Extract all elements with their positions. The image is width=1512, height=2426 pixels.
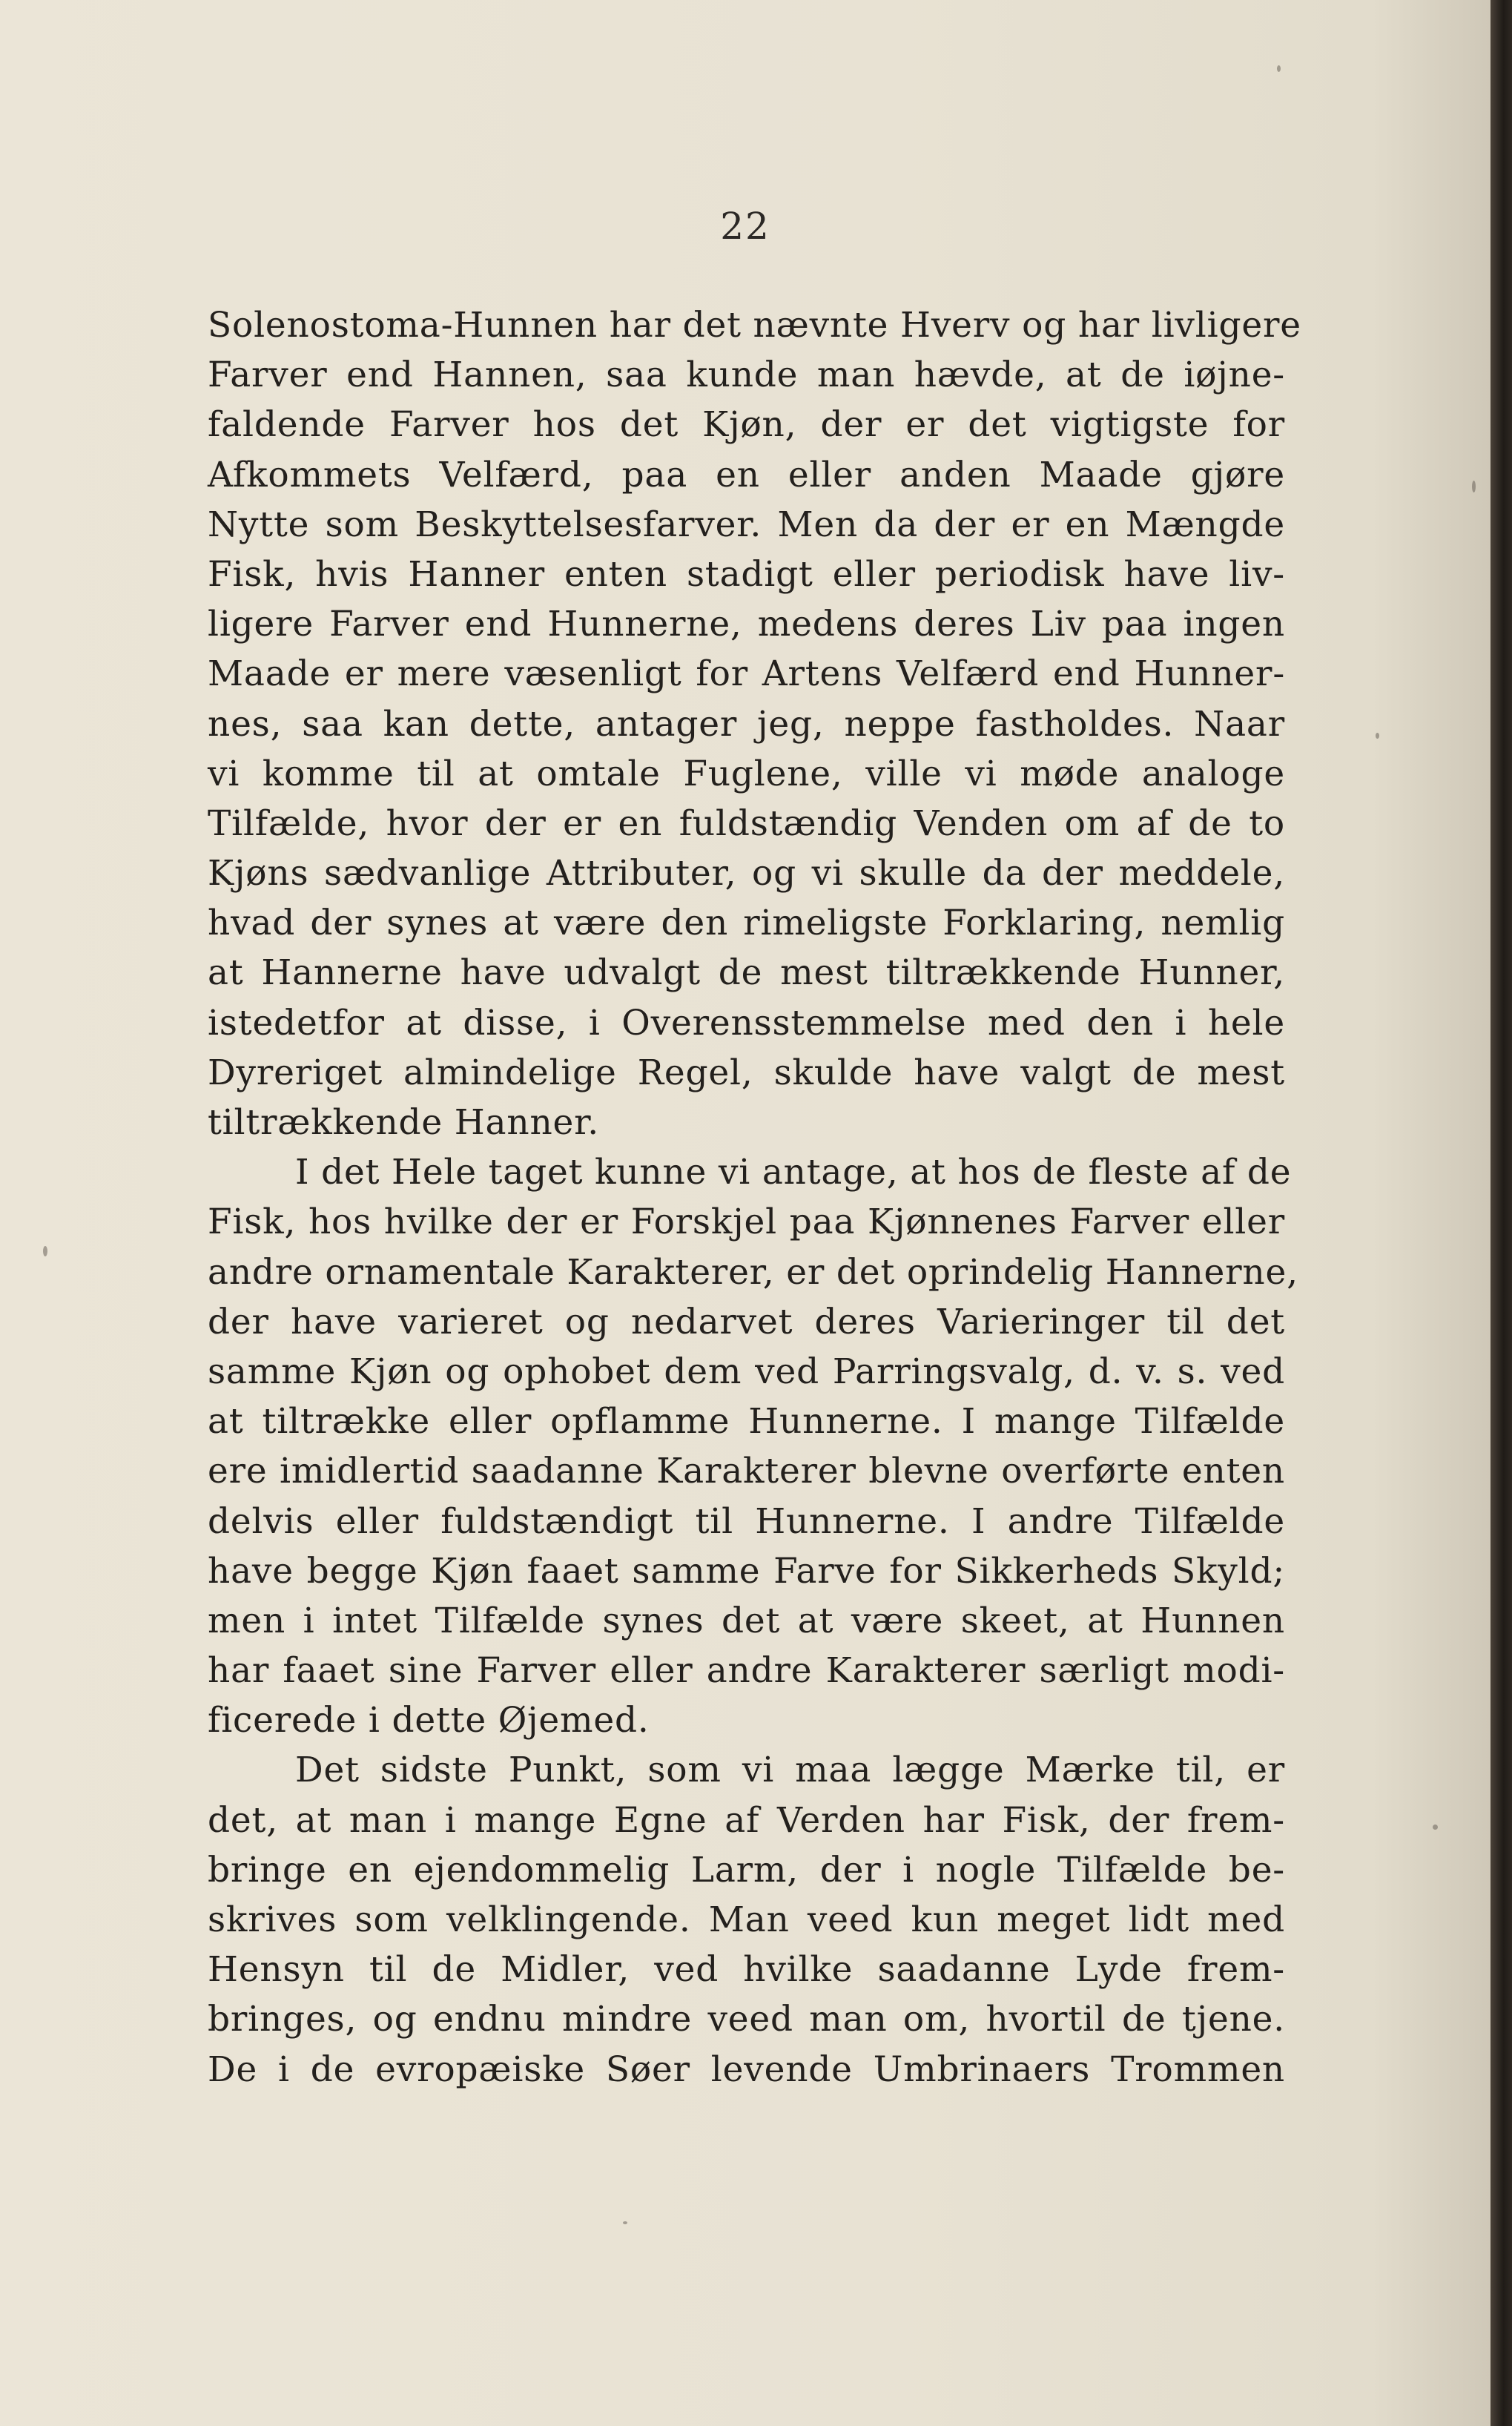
paper-speck <box>1376 733 1379 739</box>
paper-speck <box>1277 65 1281 72</box>
text-line: andre ornamentale Karakterer, er det oprindelig Hannerne, <box>208 1251 1298 1293</box>
text-line: have begge Kjøn faaet samme Farve for Sikkerheds Skyld; <box>208 1550 1285 1592</box>
page-number: 22 <box>720 205 770 248</box>
text-line: nes, saa kan dette, antager jeg, neppe fastholdes. Naar <box>208 703 1285 745</box>
paper-speck <box>623 2221 627 2224</box>
text-line: der have varieret og nedarvet deres Varieringer til det <box>208 1301 1285 1342</box>
text-line: at tiltrække eller opflamme Hunnerne. I mange Tilfælde <box>208 1401 1285 1443</box>
text-line: Kjøns sædvanlige Attributer, og vi skulle da der meddele, <box>208 853 1285 894</box>
body-text <box>208 300 1301 2094</box>
text-line: Tilfælde, hvor der er en fuldstændig Venden om af de to <box>208 802 1285 844</box>
text-line: vi komme til at omtale Fuglene, ville vi møde analoge <box>208 753 1285 794</box>
paper-speck <box>43 1246 47 1256</box>
paragraph-end-line: tiltrækkende Hanner. <box>208 1102 599 1143</box>
text-line: istedetfor at disse, i Overensstemmelse med den i hele <box>208 1002 1285 1044</box>
paragraph-start-line: Det sidste Punkt, som vi maa lægge Mærke til, er <box>295 1750 1285 1791</box>
text-line: bringe en ejendommelig Larm, der i nogle Tilfælde be- <box>208 1849 1285 1891</box>
text-line: Fisk, hvis Hanner enten stadigt eller periodisk have liv- <box>208 553 1285 595</box>
text-line: men i intet Tilfælde synes det at være skeet, at Hunnen <box>208 1600 1285 1641</box>
text-line: Nytte som Beskyttelsesfarver. Men da der er en Mængde <box>208 504 1285 545</box>
text-line: skrives som velklingende. Man veed kun meget lidt med <box>208 1899 1285 1940</box>
paragraph-start-line: I det Hele taget kunne vi antage, at hos de fleste af de <box>295 1152 1292 1193</box>
text-line: Maade er mere væsenligt for Artens Velfærd end Hunner- <box>208 653 1285 695</box>
text-line: Dyreriget almindelige Regel, skulde have valgt de mest <box>208 1052 1285 1093</box>
text-line: bringes, og endnu mindre veed man om, hvortil de tjene. <box>208 1999 1285 2040</box>
text-line: ere imidlertid saadanne Karakterer blevne overførte enten <box>208 1451 1285 1492</box>
book-edge <box>1490 0 1512 2426</box>
paper-speck <box>1472 481 1476 492</box>
text-line: delvis eller fuldstændigt til Hunnerne. I andre Tilfælde <box>208 1500 1285 1542</box>
text-line: Solenostoma-Hunnen har det nævnte Hverv og har livligere <box>208 305 1301 346</box>
text-line: De i de evropæiske Søer levende Umbrinaers Trommen <box>208 2048 1285 2090</box>
text-line: faldende Farver hos det Kjøn, der er det vigtigste for <box>208 404 1285 446</box>
paper-speck <box>1433 1825 1438 1830</box>
text-line: samme Kjøn og ophobet dem ved Parringsvalg, d. v. s. ved <box>208 1351 1285 1392</box>
text-line: det, at man i mange Egne af Verden har Fisk, der frem- <box>208 1799 1285 1841</box>
paragraph-end-line: ficerede i dette Øjemed. <box>208 1700 650 1741</box>
text-line: hvad der synes at være den rimeligste Forklaring, nemlig <box>208 903 1285 944</box>
text-line: Hensyn til de Midler, ved hvilke saadanne Lyde frem- <box>208 1949 1285 1991</box>
text-line: Afkommets Velfærd, paa en eller anden Maade gjøre <box>208 454 1285 495</box>
text-line: Farver end Hannen, saa kunde man hævde, at de iøjne- <box>208 355 1285 396</box>
text-line: ligere Farver end Hunnerne, medens deres Liv paa ingen <box>208 604 1285 645</box>
text-line: at Hannerne have udvalgt de mest tiltrækkende Hunner, <box>208 952 1285 994</box>
text-line: Fisk, hos hvilke der er Forskjel paa Kjønnenes Farver eller <box>208 1202 1285 1243</box>
text-line: har faaet sine Farver eller andre Karakterer særligt modi- <box>208 1650 1285 1692</box>
